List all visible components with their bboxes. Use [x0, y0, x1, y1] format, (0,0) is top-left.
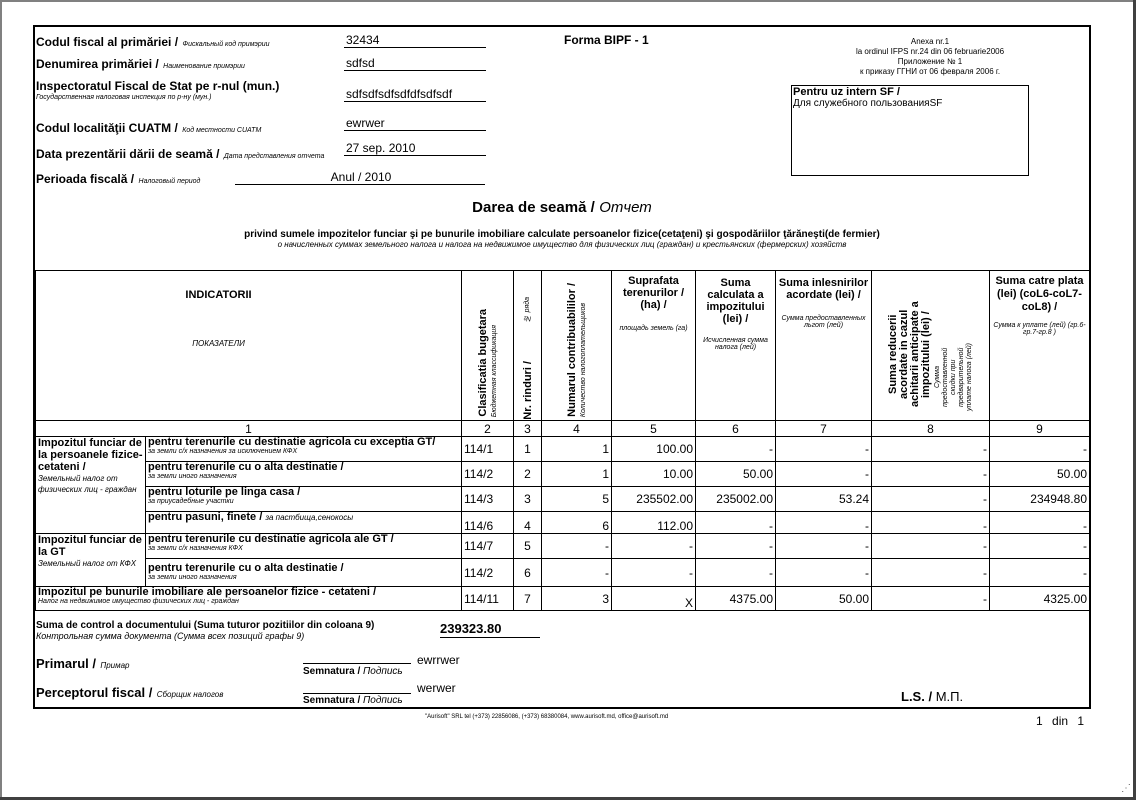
col-indicators-header [36, 271, 462, 421]
row-6-c6: - [696, 559, 776, 587]
mayor-sign-line [303, 663, 411, 664]
col-discount-ru: Сумма предоставленной скидки при предварительной уплате налога (лей) [933, 343, 973, 411]
ls-ru: М.П. [935, 689, 964, 704]
collector-sign-label: Semnatura / [303, 695, 361, 706]
row-7-c5: X [612, 587, 696, 611]
name-ru: Наименование примэрии [163, 63, 245, 70]
internal-use-box [791, 85, 1029, 176]
row-5-c5: - [612, 534, 696, 559]
date-label: Data prezentării dării de seamă / [36, 147, 220, 161]
col-taxpayers-header [542, 271, 612, 421]
report-subtitle [35, 230, 1089, 250]
report-title-ru: Отчет [599, 199, 652, 216]
row-5-ru: за земли с/х назначения КФХ [148, 545, 243, 552]
row-2-c6: 50.00 [696, 462, 776, 487]
row-6-nr: 6 [514, 559, 542, 587]
colnum-6: 6 [696, 421, 776, 437]
column-numbers-row [36, 421, 1090, 437]
row-4-code: 114/6 [462, 512, 514, 534]
colnum-8: 8 [872, 421, 990, 437]
name-value: sdfsd [344, 56, 486, 71]
ls-label: L.S. / [901, 689, 933, 704]
collector-sign-caption [303, 695, 403, 706]
row-6-c5: - [612, 559, 696, 587]
col-discount-ro: Suma reducerii acordate in cazul achitarii anticipate a impozitului (lei) / [886, 301, 932, 408]
col-row-nr-ro: Nr. rinduri / [521, 361, 534, 420]
row-5-ro: pentru terenurile cu destinatie agricola ale GT / [148, 533, 394, 545]
group-land-citizens [36, 437, 146, 534]
report-title [35, 199, 1089, 217]
row-1-c6: - [696, 437, 776, 462]
report-subtitle-ro: privind sumele impozitelor funciar şi pe bunurile imobiliare calculate persoanelor fizice(cetaţeni) şi gospodăriilor ţărăneşti(de fermier) [244, 229, 880, 240]
table-row [36, 587, 1090, 611]
row-3-c5: 235502.00 [612, 487, 696, 512]
row-1-ru: за земли с/х назначения за исключением КФХ [148, 448, 298, 455]
row-1-c9: - [990, 437, 1090, 462]
row-2-code: 114/2 [462, 462, 514, 487]
row-6-ro: pentru terenurile cu o alta destinatie / [148, 562, 344, 574]
mayor-sign-caption [303, 666, 403, 677]
row-2-ru: за земли иного назначения [148, 473, 237, 480]
inspect-label-row [36, 81, 279, 103]
collector-label: Perceptorul fiscal / [36, 685, 153, 700]
row-7-c8: - [872, 587, 990, 611]
table-row [36, 534, 1090, 559]
col-relief-ru: Сумма предоставленных льгот (лей) [781, 315, 866, 329]
row-1-c8: - [872, 437, 990, 462]
col-calc-header [696, 271, 776, 421]
row-3-c9: 234948.80 [990, 487, 1090, 512]
col-row-nr-header [514, 271, 542, 421]
window-border-top [0, 0, 1136, 2]
row-5-code: 114/7 [462, 534, 514, 559]
cuatm-ru: Код местности CUATM [182, 127, 262, 134]
row-6-label [146, 559, 462, 587]
table-row [36, 437, 1090, 462]
collector-sign-value: werwer [417, 681, 456, 695]
row-2-c9: 50.00 [990, 462, 1090, 487]
collector-sign-ru: Подпись [363, 695, 403, 706]
row-1-c7: - [776, 437, 872, 462]
mayor-sign-value: ewrrwer [417, 653, 460, 667]
name-label: Denumirea primăriei / [36, 57, 159, 71]
form-title: Forma BIPF - 1 [564, 33, 649, 47]
col-calc-ro: Suma calculata a impozitului (lei) / [706, 277, 765, 325]
colnum-9: 9 [990, 421, 1090, 437]
mayor-label: Primarul / [36, 656, 96, 671]
row-5-nr: 5 [514, 534, 542, 559]
group-land-farms-ru: Земельный налог от КФХ [38, 559, 137, 568]
row-7-nr: 7 [514, 587, 542, 611]
col-discount-header [872, 271, 990, 421]
row-4-ro: pentru pasuni, finete / [148, 511, 263, 523]
table-header-row [36, 271, 1090, 421]
indicators-table [35, 270, 1090, 611]
col-payable-ro: Suma catre plata (lei) (coL6-coL7-coL8) / [995, 275, 1084, 313]
row-3-ru: за приусадебные участки [148, 498, 234, 505]
colnum-3: 3 [514, 421, 542, 437]
row-6-c9: - [990, 559, 1090, 587]
col-payable-header [990, 271, 1090, 421]
name-label-row [36, 55, 245, 73]
row-7-c4: 3 [542, 587, 612, 611]
col-row-nr-ru: № рядa [524, 297, 531, 322]
page-current: 1 [1036, 714, 1043, 728]
row-6-code: 114/2 [462, 559, 514, 587]
row-1-nr: 1 [514, 437, 542, 462]
row-5-c8: - [872, 534, 990, 559]
row-2-label [146, 462, 462, 487]
report-page [33, 25, 1091, 709]
collector-sign-line [303, 693, 411, 694]
table-row [36, 512, 1090, 534]
row-4-nr: 4 [514, 512, 542, 534]
row-1-code: 114/1 [462, 437, 514, 462]
row-4-c6: - [696, 512, 776, 534]
row-2-c8: - [872, 462, 990, 487]
colnum-2: 2 [462, 421, 514, 437]
col-indicators-ru: ПОКАЗАТЕЛИ [192, 339, 245, 348]
mayor-sign-label: Semnatura / [303, 666, 361, 677]
control-sum-ru: Контрольная сумма документа (Сумма всех позиций графы 9) [36, 631, 305, 641]
row-3-ro: pentru loturile pe linga casa / [148, 486, 301, 498]
row-7-c9: 4325.00 [990, 587, 1090, 611]
mayor-sign-ru: Подпись [363, 666, 403, 677]
row-3-c7: 53.24 [776, 487, 872, 512]
page-of: din [1052, 714, 1069, 728]
row-5-c7: - [776, 534, 872, 559]
internal-use-ru: Для служебного пользованияSF [793, 98, 943, 109]
cuatm-value: ewrwer [344, 116, 486, 131]
group-land-farms-ro: Impozitul funciar de la GT [38, 534, 142, 558]
group-land-citizens-ru: Земельный налог от физических лиц - граждан [38, 474, 137, 494]
row-1-label [146, 437, 462, 462]
row-6-ru: за земли иного назначения [148, 574, 237, 581]
row-1-ro: pentru terenurile cu destinatie agricola cu exceptia GT/ [148, 436, 436, 448]
row-4-c5: 112.00 [612, 512, 696, 534]
group-land-citizens-ro: Impozitul funciar de la persoanele fizice- cetateni / [38, 437, 143, 473]
col-area-ru: площадь земель (га) [619, 325, 688, 332]
row-7-ru: Налог на недвижимое имущество физических лиц - граждан [38, 598, 239, 605]
fiscal-code-ru: Фискальный код примэрии [182, 41, 270, 48]
period-ru: Налоговый период [138, 178, 201, 185]
control-sum-label [36, 621, 374, 641]
internal-use-ro: Pentru uz intern SF / [793, 86, 900, 98]
mayor-label-row [36, 655, 130, 673]
row-3-c8: - [872, 487, 990, 512]
control-sum-ro: Suma de control a documentului (Suma tuturor pozitiilor din coloana 9) [36, 620, 375, 631]
control-sum-value: 239323.80 [440, 621, 540, 638]
row-3-c6: 235002.00 [696, 487, 776, 512]
window-border-left [0, 0, 2, 800]
row-3-c4: 5 [542, 487, 612, 512]
period-label: Perioada fiscală / [36, 172, 135, 186]
collector-ru: Сборщик налогов [156, 690, 224, 699]
col-payable-ru: Сумма к уплате (лей) (гр.6-гр.7-гр.8 ) [993, 322, 1086, 336]
col-taxpayers-ru: Количество налогоплательщиков [580, 302, 587, 417]
row-5-c6: - [696, 534, 776, 559]
row-7-code: 114/11 [462, 587, 514, 611]
row-3-code: 114/3 [462, 487, 514, 512]
collector-label-row [36, 684, 223, 702]
row-3-label [146, 487, 462, 512]
row-6-c8: - [872, 559, 990, 587]
col-indicators-ro: INDICATORII [185, 289, 252, 301]
period-value: Anul / 2010 [235, 170, 485, 185]
row-7-ro: Impozitul pe bunurile imobiliare ale persoanelor fizice - cetateni / [38, 586, 377, 598]
col-calc-ru: Исчисленная сумма налога (лей) [703, 337, 768, 351]
colnum-7: 7 [776, 421, 872, 437]
row-2-c5: 10.00 [612, 462, 696, 487]
row-6-c7: - [776, 559, 872, 587]
row-6-c4: - [542, 559, 612, 587]
row-2-c4: 1 [542, 462, 612, 487]
row-4-c8: - [872, 512, 990, 534]
row-2-c7: - [776, 462, 872, 487]
col-budget-ru: Бюджетная классификация [491, 324, 498, 417]
colnum-5: 5 [612, 421, 696, 437]
mayor-ru: Примар [100, 661, 130, 670]
table-row [36, 559, 1090, 587]
row-1-c4: 1 [542, 437, 612, 462]
col-area-header [612, 271, 696, 421]
row-2-ro: pentru terenurile cu o alta destinatie / [148, 461, 344, 473]
annex-ro-1: Anexa nr.1 [910, 37, 950, 46]
vendor-line: "Aurisoft" SRL tel (+373) 22856086, (+373) 68380084, www.aurisoft.md, office@aurisoft.md [425, 714, 669, 720]
cuatm-label-row [36, 119, 261, 137]
col-area-ro: Suprafata terenurilor / (ha) / [622, 275, 685, 311]
table-row [36, 462, 1090, 487]
fiscal-code-label-row [36, 33, 270, 51]
row-4-ru: за пастбища,сенокосы [265, 513, 354, 522]
col-budget-ro: Clasificatia bugetara [477, 309, 489, 417]
inspect-ru: Государственная налоговая инспекция по р-ну (мун.) [36, 94, 212, 101]
row-4-c4: 6 [542, 512, 612, 534]
page-total: 1 [1077, 714, 1085, 728]
colnum-4: 4 [542, 421, 612, 437]
row-3-nr: 3 [514, 487, 542, 512]
fiscal-code-value: 32434 [344, 33, 486, 48]
annex-block [815, 37, 1045, 77]
row-7-label [36, 587, 462, 611]
row-4-c9: - [990, 512, 1090, 534]
col-taxpayers-ro: Numarul contribuabililor / [566, 283, 578, 417]
row-1-c5: 100.00 [612, 437, 696, 462]
fiscal-code-label: Codul fiscal al primăriei / [36, 35, 179, 49]
row-2-nr: 2 [514, 462, 542, 487]
annex-ro-2: la ordinul IFPS nr.24 din 06 februarie2006 [855, 47, 1005, 56]
row-4-label [146, 512, 462, 534]
date-value: 27 sep. 2010 [344, 141, 486, 156]
colnum-1: 1 [36, 421, 462, 437]
table-row [36, 487, 1090, 512]
col-budget-header [462, 271, 514, 421]
col-relief-ro: Suma inlesnirilor acordate (lei) / [778, 277, 869, 301]
row-4-c7: - [776, 512, 872, 534]
page-counter [1036, 714, 1084, 728]
date-label-row [36, 145, 324, 163]
inspect-value: sdfsdfsdfsdfdfsdfsdf [344, 87, 486, 102]
row-5-c9: - [990, 534, 1090, 559]
annex-ru-2: к приказу ГГНИ от 06 февраля 2006 г. [859, 67, 1001, 76]
row-7-c7: 50.00 [776, 587, 872, 611]
row-5-c4: - [542, 534, 612, 559]
report-title-ro: Darea de seamă / [472, 199, 595, 216]
period-label-row [36, 170, 200, 188]
col-relief-header [776, 271, 872, 421]
annex-ru-1: Приложение № 1 [897, 57, 963, 66]
date-ru: Дата представления отчета [223, 153, 325, 160]
row-7-c6: 4375.00 [696, 587, 776, 611]
resize-grip-icon[interactable]: ⋰ [1121, 783, 1130, 794]
report-subtitle-ru: о начисленных суммах земельного налога и налога на недвижимое имущество для физических лиц (граждан) и крестьянских (фермерских) хозяйств [277, 240, 847, 249]
row-5-label [146, 534, 462, 559]
inspect-label: Inspectoratul Fiscal de Stat pe r-nul (mun.) [36, 79, 280, 93]
cuatm-label: Codul localităţii CUATM / [36, 121, 178, 135]
group-land-farms [36, 534, 146, 587]
ls-stamp-label [901, 689, 963, 704]
